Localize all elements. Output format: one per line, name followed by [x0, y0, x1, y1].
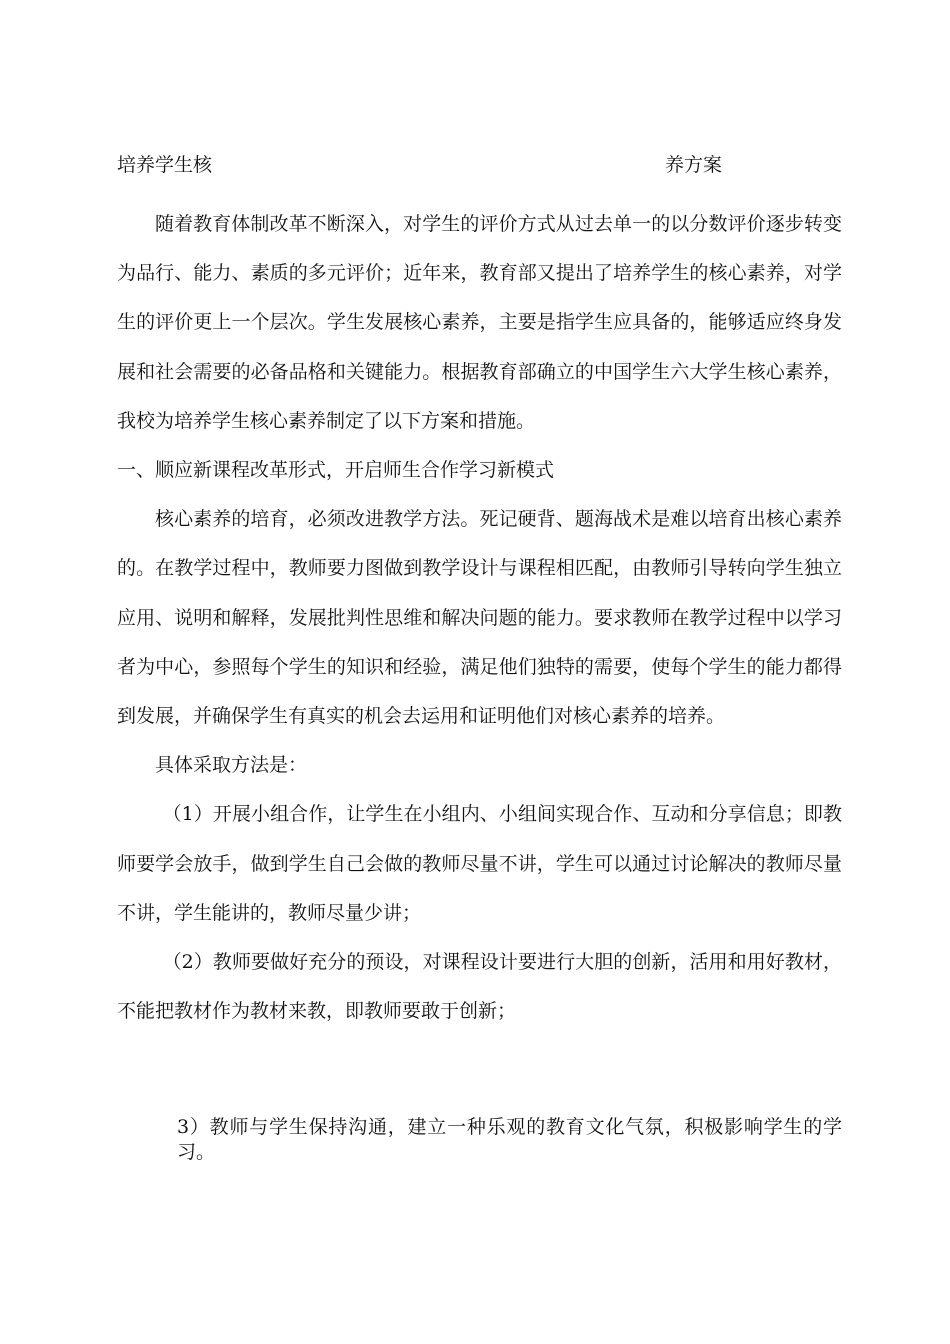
methods-intro: 具体采取方法是： — [155, 754, 308, 777]
document-body — [117, 200, 842, 1036]
section-1-heading: 一、顺应新课程改革形式，开启师生合作学习新模式 — [117, 459, 555, 482]
title-right-part: 养方案 — [664, 154, 722, 176]
method-item-3: 3）教师与学生保持沟通，建立一种乐观的教育文化气氛，积极影响学生的学习。 — [177, 1116, 842, 1163]
method-item-2: （2）教师要做好充分的预设，对课程设计要进行大胆的创新，活用和用好教材，不能把教材作为教材来教，即教师要敢于创新； — [117, 951, 842, 1023]
section-1-paragraph: 核心素养的培育，必须改进教学方法。死记硬背、题海战术是难以培育出核心素养的。在教学过程中，教师要力图做到教学设计与课程相匹配，由教师引导转向学生独立应用、说明和解释，发展批判性思维和解决问题的能力。要求教师在教学过程中以学习者为中心，参照每个学生的知识和经验，满足他们独特的需要，使每个学生的能力都得到发展，并确保学生有真实的机会去运用和证明他们对核心素养的培养。 — [117, 508, 842, 728]
document-title — [117, 150, 722, 180]
method-item-1: （1）开展小组合作，让学生在小组内、小组间实现合作、互动和分享信息；即教师要学会放手，做到学生自己会做的教师尽量不讲，学生可以通过讨论解决的教师尽量不讲，学生能讲的，教师尽量少讲； — [117, 803, 842, 924]
title-left-part: 培养学生核 — [117, 154, 213, 176]
intro-paragraph: 随着教育体制改革不断深入，对学生的评价方式从过去单一的以分数评价逐步转变为品行、能力、素质的多元评价；近年来，教育部又提出了培养学生的核心素养，对学生的评价更上一个层次。学生发展核心素养，主要是指学生应具备的，能够适应终身发展和社会需要的必备品格和关键能力。根据教育部确立的中国学生六大学生核心素养，我校为培养学生核心素养制定了以下方案和措施。 — [117, 213, 842, 432]
